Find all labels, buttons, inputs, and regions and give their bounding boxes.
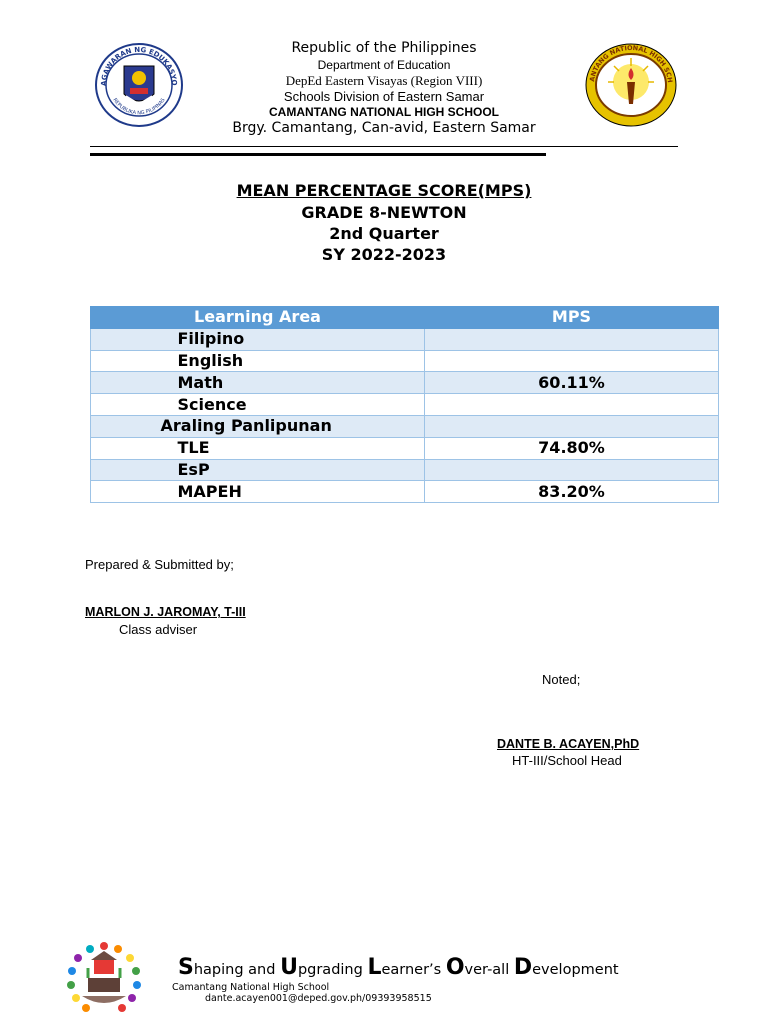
learning-area-cell [91, 350, 425, 372]
motto-initial: L [367, 955, 382, 980]
motto-word-rest: haping and [193, 962, 281, 978]
table-header-row [91, 307, 719, 329]
quarter: 2nd Quarter [329, 224, 439, 243]
footer-motto [178, 955, 619, 980]
noted-label: Noted; [542, 672, 581, 687]
learning-area-label: Science [177, 394, 247, 414]
footer-contact: dante.acayen001@deped.gov.ph/09393958515 [205, 993, 432, 1004]
header-address: Brgy. Camantang, Can-avid, Eastern Samar [232, 120, 536, 136]
learning-area-label: Filipino [177, 329, 245, 349]
mps-value-cell: 60.11% [425, 372, 719, 394]
header-school-name: CAMANTANG NATIONAL HIGH SCHOOL [269, 105, 499, 119]
motto-word-rest: earner’s [381, 962, 446, 978]
learning-area-label: MAPEH [177, 481, 242, 501]
learning-area-label: TLE [177, 438, 210, 458]
table-row [91, 394, 719, 416]
header-republic: Republic of the Philippines [291, 40, 477, 56]
table-row [91, 481, 719, 503]
learning-area-cell [91, 328, 425, 350]
header-department: Department of Education [317, 58, 451, 72]
table-row [91, 372, 719, 394]
sulod-program-logo [58, 938, 150, 1020]
table-row [91, 459, 719, 481]
prepared-label: Prepared & Submitted by; [85, 557, 234, 572]
table-row [91, 415, 719, 437]
mps-value-cell [425, 350, 719, 372]
motto-word-rest: evelopment [532, 962, 619, 978]
learning-area-label: Math [177, 372, 224, 392]
mps-value-cell [425, 415, 719, 437]
learning-area-cell [91, 437, 425, 459]
motto-word-rest: pgrading [297, 962, 368, 978]
mps-table [90, 306, 719, 503]
learning-area-cell [91, 415, 425, 437]
motto-word-rest: ver-all [464, 962, 514, 978]
deped-seal-text: AGAWARAN NG EDUKASYO [99, 45, 179, 87]
motto-initial: U [280, 955, 298, 980]
column-header-learning-area: Learning Area [91, 307, 425, 329]
table-row [91, 328, 719, 350]
document-title: MEAN PERCENTAGE SCORE(MPS) [236, 181, 532, 200]
mps-value-cell [425, 328, 719, 350]
adviser-name: MARLON J. JAROMAY, T-III [85, 605, 246, 619]
school-head-name: DANTE B. ACAYEN,PhD [497, 737, 640, 751]
grade-section: GRADE 8-NEWTON [301, 203, 467, 222]
school-seal-text: ANTANG NATIONAL HIGH SCH [588, 43, 674, 84]
school-head-role: HT-III/School Head [512, 753, 622, 768]
header-division: Schools Division of Eastern Samar [283, 89, 485, 104]
column-header-mps: MPS [425, 307, 719, 329]
header-divider-thin [90, 146, 678, 147]
learning-area-label: Araling Panlipunan [160, 416, 332, 436]
header-divider-thick [90, 153, 546, 156]
table-row [91, 350, 719, 372]
deped-seal-bottom-text: REPUBLIKA NG PILIPINAS [111, 97, 167, 117]
motto-initial: O [445, 955, 465, 980]
learning-area-cell [91, 394, 425, 416]
learning-area-label: English [177, 350, 244, 370]
table-row [91, 437, 719, 459]
adviser-role: Class adviser [119, 622, 198, 637]
learning-area-cell [91, 459, 425, 481]
learning-area-cell [91, 481, 425, 503]
footer-school-name: Camantang National High School [172, 982, 330, 993]
mps-value-cell: 83.20% [425, 481, 719, 503]
motto-initial: S [178, 955, 194, 980]
learning-area-label: EsP [177, 459, 210, 479]
mps-value-cell [425, 394, 719, 416]
school-year: SY 2022-2023 [321, 245, 447, 264]
header-region: DepEd Eastern Visayas (Region VIII) [285, 73, 483, 88]
mps-value-cell: 74.80% [425, 437, 719, 459]
mps-value-cell [425, 459, 719, 481]
learning-area-cell [91, 372, 425, 394]
motto-initial: D [513, 955, 533, 980]
